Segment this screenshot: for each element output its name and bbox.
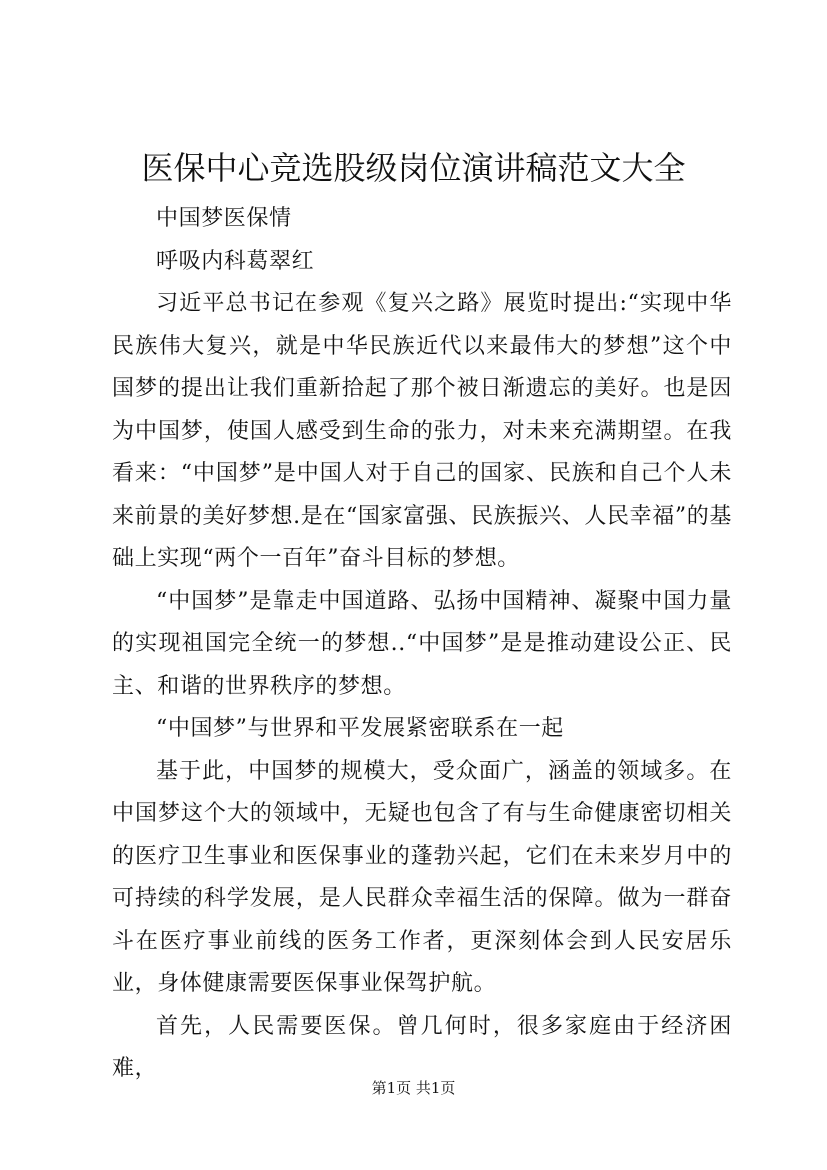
paragraph: “中国梦”是靠走中国道路、弘扬中国精神、凝聚中国力量的实现祖国完全统一的梦想..“中国梦”是是推动建设公正、民主、和谐的世界秩序的梦想。: [112, 588, 732, 699]
paragraph: 首先，人民需要医保。曾几何时，很多家庭由于经济困难，: [112, 1013, 732, 1081]
document-title: 医保中心竞选股级岗位演讲稿范文大全: [141, 149, 686, 187]
paragraph: 基于此，中国梦的规模大，受众面广，涵盖的领域多。在中国梦这个大的领域中，无疑也包含了有与生命健康密切相关的医疗卫生事业和医保事业的蓬勃兴起，它们在未来岁月中的可持续的科学发展，是人民群众幸福生活的保障。做为一群奋斗在医疗事业前线的医务工作者，更深刻体会到人民安居乐业，身体健康需要医保事业保驾护航。: [112, 758, 732, 996]
paragraph: 习近平总书记在参观《复兴之路》展览时提出:“实现中华民族伟大复兴，就是中华民族近代以来最伟大的梦想”这个中国梦的提出让我们重新拾起了那个被日渐遗忘的美好。也是因为中国梦，使国人感受到生命的张力，对未来充满期望。在我看来：“中国梦”是中国人对于自己的国家、民族和自己个人未来前景的美好梦想.是在“国家富强、民族振兴、人民幸福”的基础上实现“两个一百年”奋斗目标的梦想。: [112, 291, 732, 571]
document-body: [112, 198, 732, 1091]
paragraph-author: 呼吸内科葛翠红: [156, 248, 315, 274]
paragraph: “中国梦”与世界和平发展紧密联系在一起: [156, 716, 564, 741]
paragraph-subtitle: 中国梦医保情: [156, 206, 292, 231]
page-footer: 第1页 共1页: [371, 1079, 456, 1097]
